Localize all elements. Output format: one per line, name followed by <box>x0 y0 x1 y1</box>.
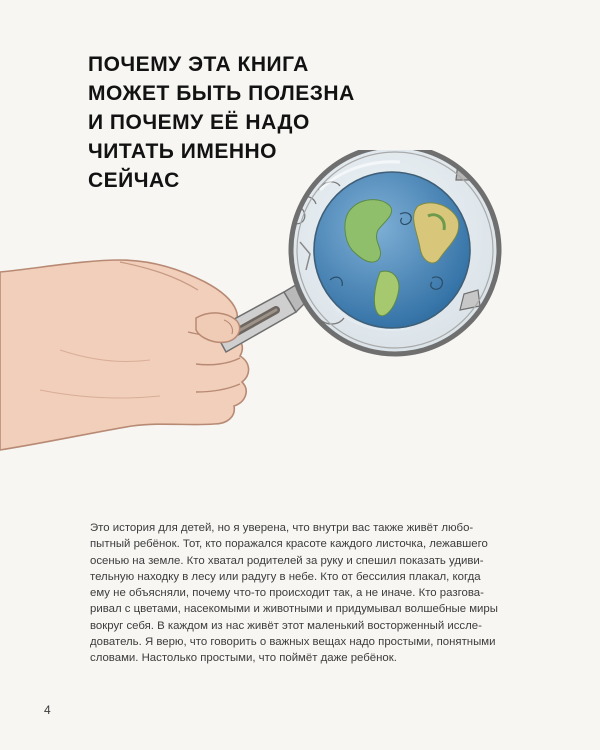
body-line: осенью на земле. Кто хватал родителей за руку и спешил показать удиви- <box>90 554 484 567</box>
body-line: ему не объясняли, почему что-то происходит так, а не иначе. Кто разгова- <box>90 587 484 600</box>
heading-line: И ПОЧЕМУ ЕЁ НАДО <box>88 111 310 134</box>
body-line: дователь. Я верю, что говорить о важных вещах надо простыми, понятными <box>90 636 496 649</box>
body-paragraph <box>90 520 520 667</box>
magnifier-globe-illustration <box>0 150 600 480</box>
heading-line: ЧИТАТЬ ИМЕННО <box>88 140 277 163</box>
body-line: словами. Настолько простыми, что поймёт даже ребёнок. <box>90 652 397 665</box>
body-line: вокруг себя. В каждом из нас живёт этот маленький восторженный иссле- <box>90 619 482 632</box>
magnifying-glass-icon <box>291 150 499 354</box>
body-line: ривал с цветами, насекомыми и животными и придумывал волшебные миры <box>90 603 498 616</box>
heading-line: СЕЙЧАС <box>88 169 180 192</box>
hand-icon <box>0 260 249 450</box>
heading-line: ПОЧЕМУ ЭТА КНИГА <box>88 53 309 76</box>
page-number: 4 <box>44 703 51 717</box>
body-line: Это история для детей, но я уверена, что внутри вас также живёт любо- <box>90 522 474 534</box>
heading-line: МОЖЕТ БЫТЬ ПОЛЕЗНА <box>88 82 355 105</box>
body-line: пытный ребёнок. Тот, кто поражался красоте каждого листочка, лежавшего <box>90 538 488 551</box>
body-line: тельную находку в лесу или радугу в небе. Кто от бессилия плакал, когда <box>90 570 481 583</box>
